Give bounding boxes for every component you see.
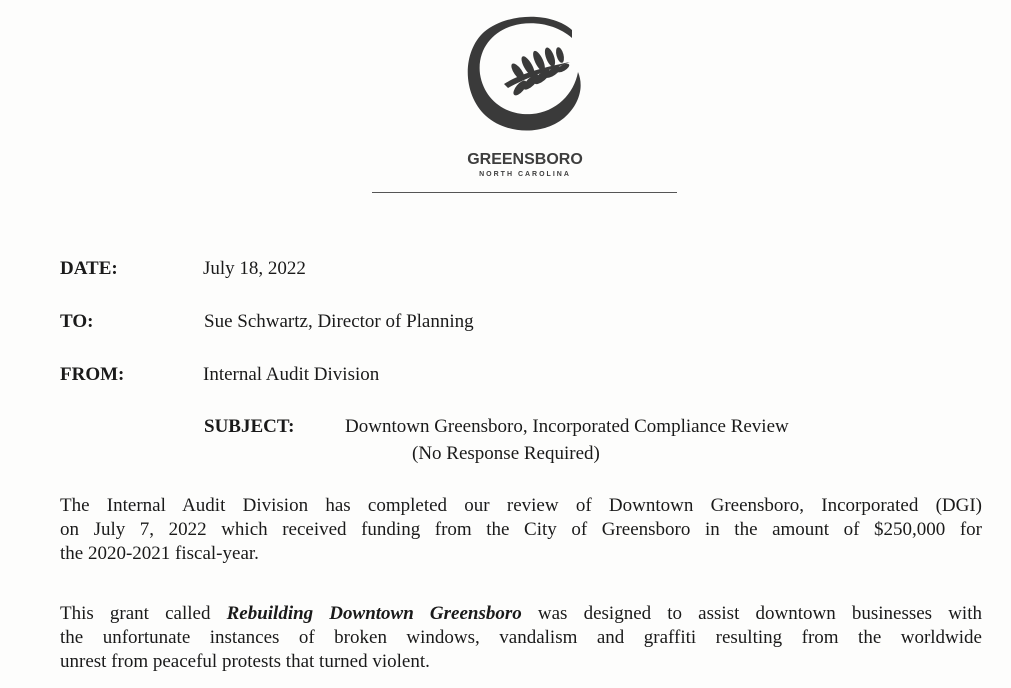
to-label: TO: — [60, 311, 94, 332]
subject-label: SUBJECT: — [204, 416, 295, 437]
paragraph-2-line — [60, 602, 982, 626]
grant-name: Rebuilding Downtown Greensboro — [226, 603, 522, 624]
greensboro-leaf-logo-icon — [460, 14, 590, 136]
org-name: GREENSBORO — [467, 151, 583, 168]
letterhead-divider — [372, 192, 677, 193]
org-state: NORTH CAROLINA — [479, 171, 571, 178]
paragraph-2-intro: This grant called — [60, 603, 211, 624]
paragraph-1 — [60, 494, 982, 566]
subject-line-1: Downtown Greensboro, Incorporated Compliance Review — [345, 416, 789, 437]
paragraph-1-line: on July 7, 2022 which received funding from the City of Greensboro in the amount of $250,000 for — [60, 519, 982, 540]
paragraph-2-line: the unfortunate instances of broken windows, vandalism and graffiti resulting from the worldwide — [60, 627, 982, 648]
to-value: Sue Schwartz, Director of Planning — [204, 311, 474, 332]
date-value: July 18, 2022 — [203, 258, 306, 279]
paragraph-2-line-1-rest: was designed to assist downtown businesses with — [537, 603, 982, 624]
paragraph-2-line: unrest from peaceful protests that turned violent. — [60, 651, 430, 672]
date-label: DATE: — [60, 258, 118, 279]
subject-line-2: (No Response Required) — [412, 443, 600, 464]
paragraph-2 — [60, 602, 982, 674]
paragraph-1-line: The Internal Audit Division has completed our review of Downtown Greensboro, Incorporated (DGI) — [60, 495, 982, 516]
paragraph-1-line: the 2020-2021 fiscal-year. — [60, 543, 259, 564]
from-label: FROM: — [60, 364, 125, 385]
from-value: Internal Audit Division — [203, 364, 380, 385]
